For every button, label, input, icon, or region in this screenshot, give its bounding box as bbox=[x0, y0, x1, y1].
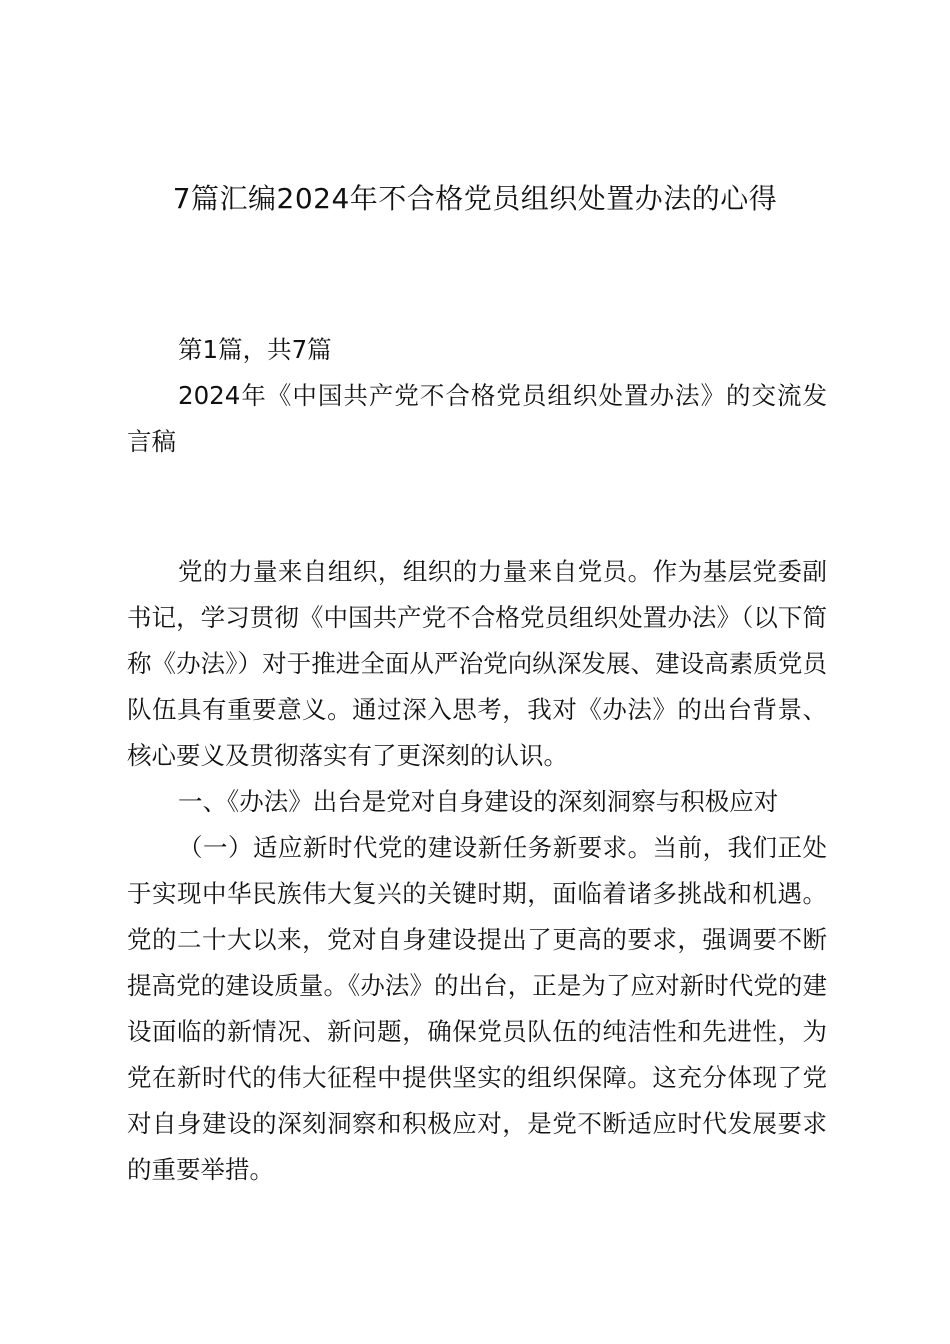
article-subtitle: 2024年《中国共产党不合格党员组织处置办法》的交流发言稿 bbox=[127, 381, 827, 456]
document-header-block bbox=[127, 327, 827, 465]
document-body bbox=[127, 549, 827, 1193]
document-title: 7篇汇编2024年不合格党员组织处置办法的心得 bbox=[172, 182, 778, 215]
section-heading: 一、《办法》出台是党对自身建设的深刻洞察与积极应对 bbox=[178, 787, 779, 816]
part-label: 第1篇，共7篇 bbox=[178, 335, 332, 364]
body-paragraph: （一）适应新时代党的建设新任务新要求。当前，我们正处于实现中华民族伟大复兴的关键时期，面临着诸多挑战和机遇。党的二十大以来，党对自身建设提出了更高的要求，强调要不断提高党的建设质量。《办法》的出台，正是为了应对新时代党的建设面临的新情况、新问题，确保党员队伍的纯洁性和先进性，为党在新时代的伟大征程中提供坚实的组织保障。这充分体现了党对自身建设的深刻洞察和积极应对，是党不断适应时代发展要求的重要举措。 bbox=[127, 833, 827, 1184]
body-paragraph: 党的力量来自组织，组织的力量来自党员。作为基层党委副书记，学习贯彻《中国共产党不合格党员组织处置办法》（以下简称《办法》）对于推进全面从严治党向纵深发展、建设高素质党员队伍具有重要意义。通过深入思考，我对《办法》的出台背景、核心要义及贯彻落实有了更深刻的认识。 bbox=[127, 557, 827, 770]
